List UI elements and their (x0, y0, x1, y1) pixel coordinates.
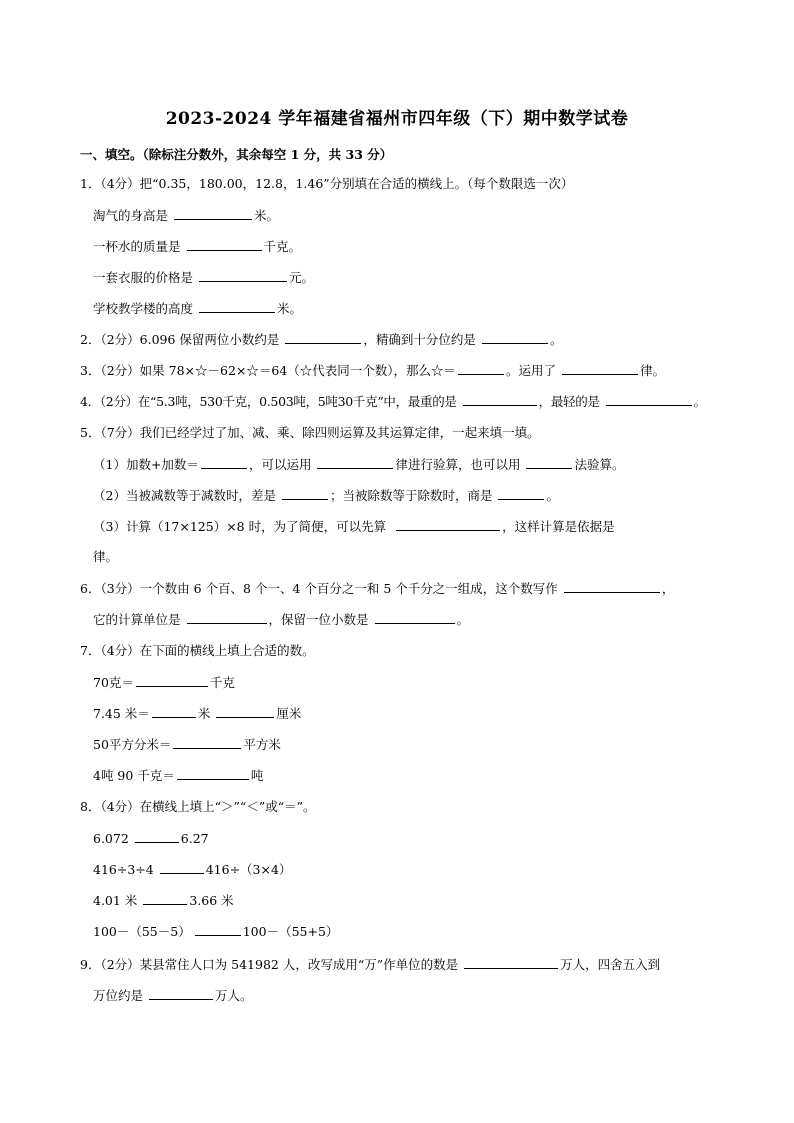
question-1-a: 淘气的身高是 米。 (93, 208, 280, 223)
question-2: 2．（2分）6.096 保留两位小数约是 ，精确到十分位约是 。 (80, 332, 563, 347)
answer-blank[interactable] (199, 269, 287, 282)
question-7: 7．（4分）在下面的横线上填上合适的数。 (80, 643, 315, 658)
question-3: 3．（2分）如果 78×☆－62×☆＝64（☆代表同一个数），那么☆＝ 。运用了 律。 (80, 363, 666, 378)
answer-blank[interactable] (135, 830, 179, 843)
answer-blank[interactable] (177, 767, 249, 780)
answer-blank[interactable] (482, 331, 548, 344)
question-8-a: 6.072 6.27 (93, 831, 209, 846)
answer-blank[interactable] (285, 331, 361, 344)
answer-blank[interactable] (458, 362, 504, 375)
question-1-b: 一杯水的质量是 千克。 (93, 239, 302, 254)
answer-blank[interactable] (375, 611, 455, 624)
answer-blank[interactable] (173, 736, 241, 749)
question-1-d: 学校教学楼的高度 米。 (93, 301, 303, 316)
answer-blank[interactable] (195, 923, 241, 936)
question-8: 8．（4分）在横线上填上“＞”“＜”或“＝”。 (80, 799, 316, 814)
question-8-c: 4.01 米 3.66 米 (93, 893, 234, 908)
question-4: 4．（2分）在“5.3吨，530千克，0.503吨，5吨30千克”中，最重的是 ，最轻的是 。 (80, 394, 706, 409)
question-9-line2: 万位约是 万人。 (93, 988, 253, 1003)
answer-blank[interactable] (463, 393, 537, 406)
page-title: 2023-2024 学年福建省福州市四年级（下）期中数学试卷 (165, 109, 629, 129)
answer-blank[interactable] (201, 456, 247, 469)
answer-blank[interactable] (143, 892, 187, 905)
answer-blank[interactable] (160, 861, 204, 874)
question-8-d: 100－（55－5） 100－（55+5） (93, 924, 339, 939)
question-5-b: （2）当被减数等于减数时，差是 ；当被除数等于除数时，商是 。 (93, 488, 559, 503)
answer-blank[interactable] (464, 956, 558, 969)
question-7-d: 4吨 90 千克＝ 吨 (93, 768, 264, 783)
question-5-c-tail: 律。 (93, 549, 119, 564)
answer-blank[interactable] (606, 393, 692, 406)
question-1-c: 一套衣服的价格是 元。 (93, 270, 315, 285)
answer-blank[interactable] (282, 487, 328, 500)
question-9: 9．（2分）某县常住人口为 541982 人，改写成用“万”作单位的数是 万人，四舍五入到 (80, 957, 661, 972)
answer-blank[interactable] (526, 456, 572, 469)
answer-blank[interactable] (317, 456, 393, 469)
question-5: 5．（7分）我们已经学过了加、减、乘、除四则运算及其运算定律，一起来填一填。 (80, 425, 540, 440)
answer-blank[interactable] (199, 300, 275, 313)
question-7-c: 50平方分米＝ 平方米 (93, 737, 281, 752)
question-6: 6．（3分）一个数由 6 个百、8 个一、4 个百分之一和 5 个千分之一组成，这个数写作 ， (80, 581, 675, 596)
question-1: 1．（4分）把“0.35，180.00，12.8，1.46”分别填在合适的横线上。（每个数限选一次） (80, 176, 574, 191)
answer-blank[interactable] (396, 518, 500, 531)
answer-blank[interactable] (152, 705, 196, 718)
answer-blank[interactable] (498, 487, 544, 500)
answer-blank[interactable] (174, 207, 252, 220)
answer-blank[interactable] (562, 362, 638, 375)
question-5-a: （1）加数+加数＝ ，可以运用 律进行验算，也可以用 法验算。 (93, 457, 625, 472)
answer-blank[interactable] (187, 611, 267, 624)
question-7-a: 70克＝ 千克 (93, 675, 235, 690)
section-heading: 一、填空。（除标注分数外，其余每空 1 分，共 33 分） (80, 147, 393, 162)
answer-blank[interactable] (149, 987, 213, 1000)
answer-blank[interactable] (136, 674, 208, 687)
question-6-line2: 它的计算单位是 ，保留一位小数是 。 (93, 612, 470, 627)
answer-blank[interactable] (187, 238, 262, 251)
question-7-b: 7.45 米＝ 米 厘米 (93, 706, 302, 721)
question-8-b: 416÷3÷4 416÷（3×4） (93, 862, 292, 877)
question-5-c: （3）计算（17×125）×8 时，为了简便，可以先算 ，这样计算是依据是 (93, 519, 615, 534)
answer-blank[interactable] (564, 580, 660, 593)
answer-blank[interactable] (216, 705, 274, 718)
